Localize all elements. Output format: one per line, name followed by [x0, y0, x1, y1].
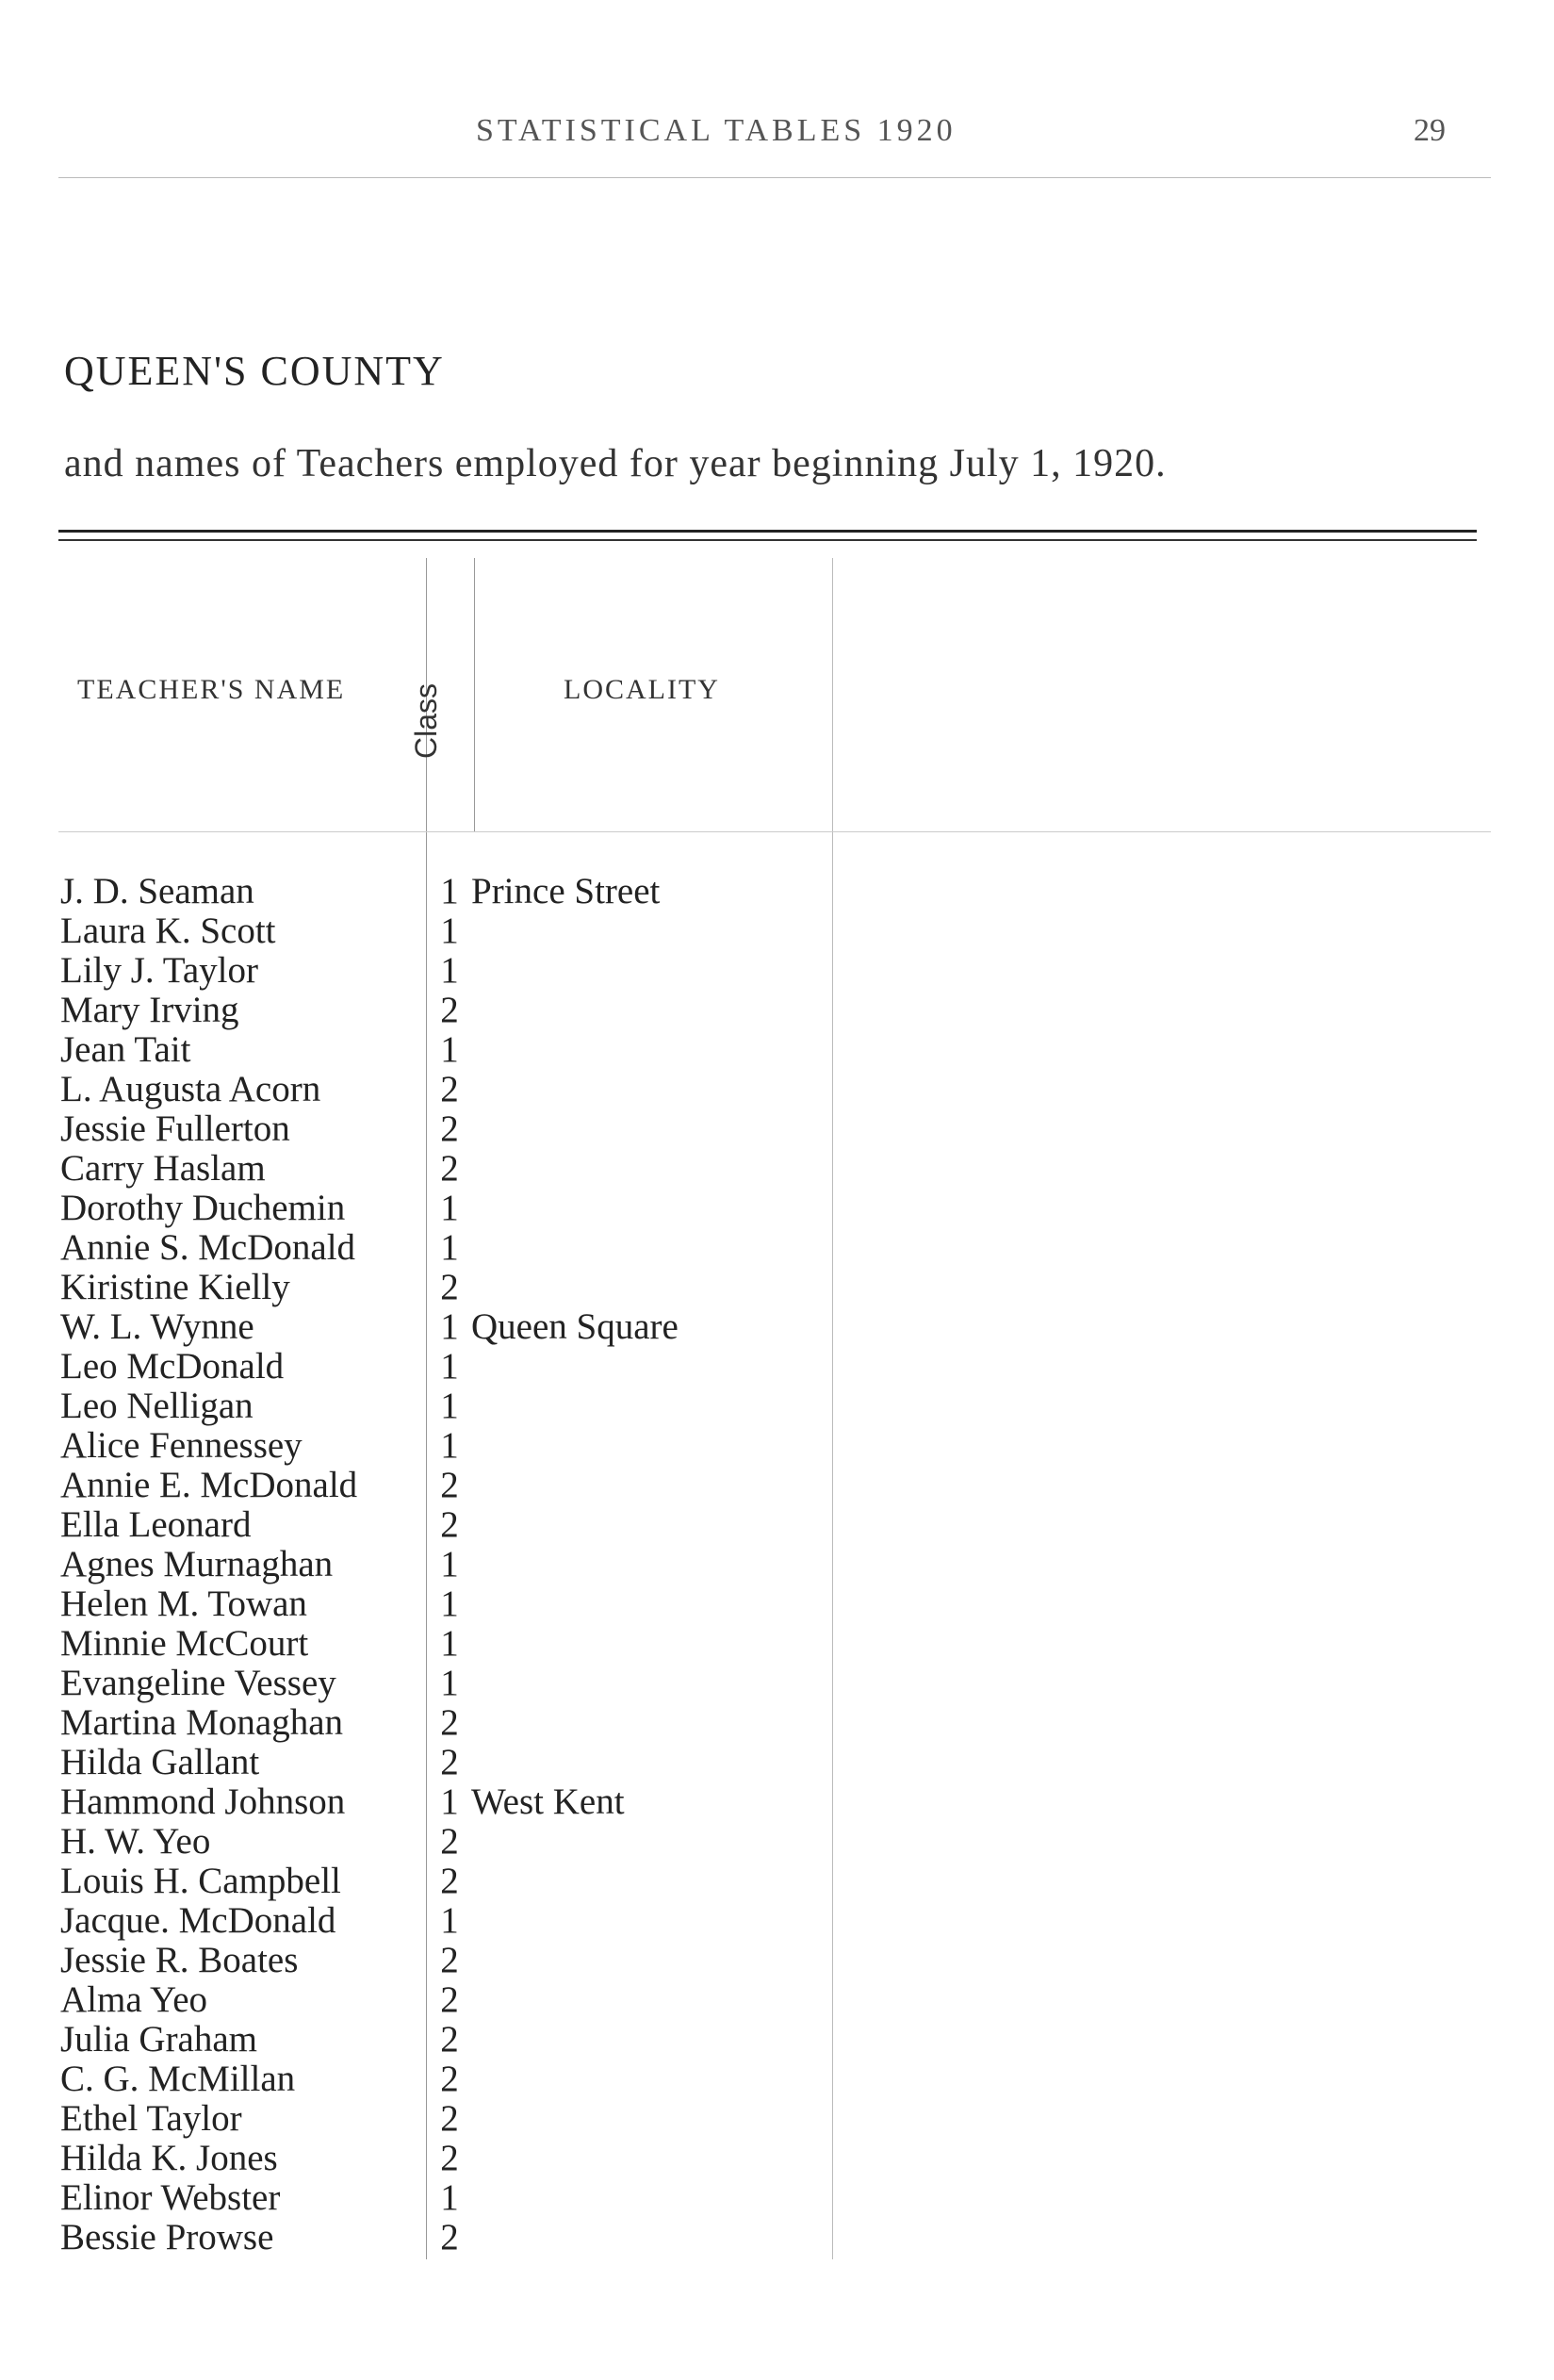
teacher-name: Hammond Johnson: [60, 1781, 346, 1822]
table-row: [0, 911, 1554, 951]
teacher-class: 2: [440, 1267, 459, 1307]
teacher-name: Annie E. McDonald: [60, 1465, 358, 1505]
double-rule-top: [58, 530, 1477, 533]
teacher-name: Jessie R. Boates: [60, 1940, 299, 1980]
teacher-name: J. D. Seaman: [60, 871, 254, 911]
teacher-name: H. W. Yeo: [60, 1821, 211, 1862]
teacher-class: 2: [440, 2138, 459, 2178]
teacher-name: Jacque. McDonald: [60, 1900, 336, 1941]
table-row: [0, 1782, 1554, 1822]
running-head: [0, 113, 1554, 170]
teacher-name: Hilda Gallant: [60, 1742, 260, 1782]
teacher-name: Leo Nelligan: [60, 1386, 254, 1426]
teacher-class: 2: [440, 1069, 459, 1109]
teacher-name: Kiristine Kielly: [60, 1267, 290, 1307]
teacher-class: 2: [440, 2217, 459, 2257]
county-title: QUEEN'S COUNTY: [64, 348, 445, 394]
teacher-name: Dorothy Duchemin: [60, 1188, 346, 1228]
column-header-locality: LOCALITY: [564, 674, 720, 705]
teacher-locality: Prince Street: [471, 871, 661, 911]
teacher-class: 1: [440, 911, 459, 951]
table-row: [0, 1149, 1554, 1189]
table-row: [0, 1307, 1554, 1347]
teacher-name: Mary Irving: [60, 990, 239, 1030]
column-header-class: Class: [409, 683, 443, 760]
teacher-class: 2: [440, 1821, 459, 1862]
table-row: [0, 2139, 1554, 2178]
table-row: [0, 2178, 1554, 2218]
teacher-name: Julia Graham: [60, 2019, 258, 2060]
table-row: [0, 1426, 1554, 1466]
teacher-class: 1: [440, 1425, 459, 1466]
table-row: [0, 1822, 1554, 1862]
teacher-name: C. G. McMillan: [60, 2059, 296, 2099]
teacher-name: Alice Fennessey: [60, 1425, 303, 1466]
teacher-class: 2: [440, 2098, 459, 2139]
teacher-name: Helen M. Towan: [60, 1584, 307, 1624]
teacher-class: 1: [440, 1623, 459, 1664]
teacher-class: 1: [440, 950, 459, 991]
table-row: [0, 1466, 1554, 1505]
table-row: [0, 1664, 1554, 1703]
teacher-class: 2: [440, 1108, 459, 1149]
teacher-class: 1: [440, 1188, 459, 1228]
teacher-table: [0, 872, 1554, 2257]
teacher-name: Jean Tait: [60, 1029, 191, 1070]
teacher-class: 2: [440, 2019, 459, 2060]
teacher-name: Elinor Webster: [60, 2177, 281, 2218]
table-row: [0, 2218, 1554, 2257]
teacher-name: Louis H. Campbell: [60, 1861, 341, 1901]
running-head-rule: [58, 177, 1491, 178]
teacher-name: Leo McDonald: [60, 1346, 285, 1387]
teacher-name: Alma Yeo: [60, 1979, 208, 2020]
teacher-name: W. L. Wynne: [60, 1306, 254, 1347]
table-row: [0, 2020, 1554, 2060]
teacher-class: 2: [440, 990, 459, 1030]
running-title: STATISTICAL TABLES 1920: [476, 113, 957, 148]
teacher-class: 2: [440, 1702, 459, 1743]
teacher-class: 1: [440, 1900, 459, 1941]
teacher-name: Carry Haslam: [60, 1148, 266, 1189]
teacher-class: 1: [440, 1386, 459, 1426]
table-row: [0, 1070, 1554, 1109]
teacher-class: 1: [440, 1584, 459, 1624]
table-subtitle: and names of Teachers employed for year beginning July 1, 1920.: [64, 442, 1167, 485]
table-row: [0, 1980, 1554, 2020]
table-row: [0, 1228, 1554, 1268]
teacher-name: Bessie Prowse: [60, 2217, 274, 2257]
table-row: [0, 1545, 1554, 1584]
teacher-name: Evangeline Vessey: [60, 1663, 336, 1703]
double-rule-bottom: [58, 539, 1477, 541]
teacher-name: Ethel Taylor: [60, 2098, 242, 2139]
table-row: [0, 1624, 1554, 1664]
table-row: [0, 1703, 1554, 1743]
table-row: [0, 1584, 1554, 1624]
teacher-name: Jessie Fullerton: [60, 1108, 290, 1149]
table-row: [0, 1268, 1554, 1307]
teacher-class: 2: [440, 1979, 459, 2020]
teacher-locality: Queen Square: [471, 1306, 679, 1347]
teacher-class: 2: [440, 1465, 459, 1505]
teacher-class: 1: [440, 1544, 459, 1584]
teacher-class: 2: [440, 1940, 459, 1980]
table-row: [0, 1901, 1554, 1941]
teacher-name: Agnes Murnaghan: [60, 1544, 334, 1584]
table-row: [0, 1941, 1554, 1980]
teacher-class: 2: [440, 1504, 459, 1545]
column-divider-class: [474, 558, 475, 831]
teacher-name: Martina Monaghan: [60, 1702, 344, 1743]
table-row: [0, 1109, 1554, 1149]
teacher-class: 2: [440, 1861, 459, 1901]
teacher-class: 2: [440, 1148, 459, 1189]
table-row: [0, 1030, 1554, 1070]
teacher-name: Lily J. Taylor: [60, 950, 258, 991]
teacher-class: 1: [440, 1346, 459, 1387]
page-number: 29: [1414, 113, 1446, 148]
table-row: [0, 872, 1554, 911]
teacher-class: 1: [440, 1306, 459, 1347]
table-row: [0, 2060, 1554, 2099]
table-row: [0, 1189, 1554, 1228]
teacher-class: 2: [440, 1742, 459, 1782]
table-row: [0, 1862, 1554, 1901]
teacher-class: 2: [440, 2059, 459, 2099]
table-row: [0, 1743, 1554, 1782]
table-row: [0, 2099, 1554, 2139]
teacher-name: Minnie McCourt: [60, 1623, 309, 1664]
teacher-class: 1: [440, 871, 459, 911]
teacher-name: Laura K. Scott: [60, 911, 276, 951]
table-row: [0, 951, 1554, 991]
teacher-name: Annie S. McDonald: [60, 1227, 356, 1268]
table-row: [0, 1387, 1554, 1426]
teacher-class: 1: [440, 1781, 459, 1822]
teacher-class: 1: [440, 1029, 459, 1070]
teacher-class: 1: [440, 1227, 459, 1268]
header-rule: [58, 831, 1491, 832]
table-row: [0, 1505, 1554, 1545]
teacher-name: Ella Leonard: [60, 1504, 252, 1545]
table-row: [0, 1347, 1554, 1387]
table-row: [0, 991, 1554, 1030]
teacher-locality: West Kent: [471, 1781, 625, 1822]
teacher-class: 1: [440, 2177, 459, 2218]
teacher-class: 1: [440, 1663, 459, 1703]
teacher-name: Hilda K. Jones: [60, 2138, 278, 2178]
column-header-teacher-name: TEACHER'S NAME: [77, 674, 346, 705]
teacher-name: L. Augusta Acorn: [60, 1069, 321, 1109]
